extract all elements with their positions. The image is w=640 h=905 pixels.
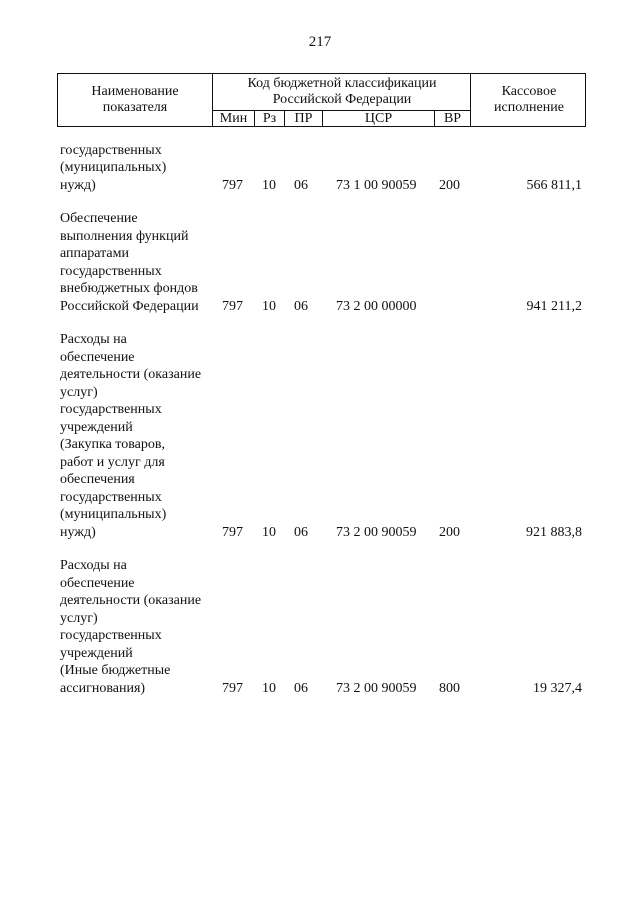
row-name: Расходы на обеспечение деятельности (оказание услуг) государственных учреждений (Иные бюджетные ассигнования) [60,558,202,696]
row-vr: 200 [439,524,460,540]
page-number: 217 [308,34,332,50]
row-csr: 73 2 00 90059 [336,680,417,696]
row-vr: 200 [439,177,460,193]
row-amount: 566 811,1 [526,177,582,193]
row-name: Расходы на обеспечение деятельности (оказание услуг) государственных учреждений (Закупка товаров, работ и услуг для обеспечения государственных (муниципальных) нужд) [60,332,202,540]
row-min: 797 [222,524,243,540]
header-divider [470,74,471,126]
table-row [60,331,586,541]
header-name: Наименование показателя [91,84,179,115]
row-name: Обеспечение выполнения функций аппаратами государственных внебюджетных фондов Российской Федерации [60,211,199,314]
row-pr: 06 [294,298,308,314]
row-pr: 06 [294,524,308,540]
header-min: Мин [219,111,248,126]
row-rz: 10 [262,524,276,540]
row-name: государственных (муниципальных) нужд) [60,142,167,193]
row-min: 797 [222,177,243,193]
table-header [57,73,586,127]
row-csr: 73 2 00 90059 [336,524,417,540]
header-code-group: Код бюджетной классификации Российской Федерации [247,76,437,107]
row-amount: 941 211,2 [526,298,582,314]
row-csr: 73 2 00 00000 [336,298,417,314]
row-rz: 10 [262,177,276,193]
row-pr: 06 [294,680,308,696]
row-amount: 921 883,8 [526,524,582,540]
row-vr: 800 [439,680,460,696]
header-pr: ПР [294,111,313,126]
row-rz: 10 [262,298,276,314]
header-vr: ВР [443,111,462,126]
table-row [60,557,586,697]
row-csr: 73 1 00 90059 [336,177,417,193]
row-rz: 10 [262,680,276,696]
table-row [60,142,586,194]
row-min: 797 [222,680,243,696]
table-row [60,210,586,315]
header-amount: Кассовое исполнение [494,84,564,115]
row-min: 797 [222,298,243,314]
header-csr: ЦСР [364,111,393,126]
header-rz: Рз [262,111,277,126]
row-pr: 06 [294,177,308,193]
row-amount: 19 327,4 [533,680,582,696]
